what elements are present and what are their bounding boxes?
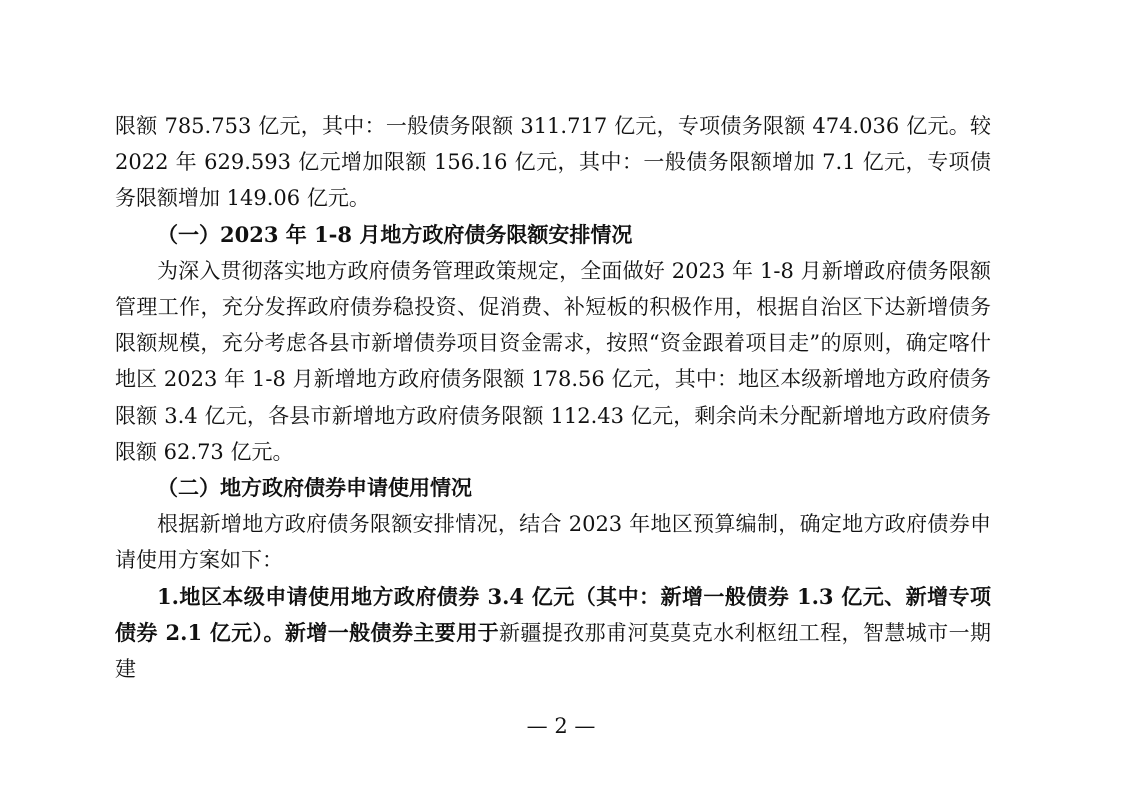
page-number: — 2 — — [526, 714, 596, 738]
paragraph-bold-lead: 1.地区本级申请使用地方政府债券 3.4 亿元（其中：新增一般债券 1.3 亿元、新增专项债券 2.1 亿元）。新增一般债券主要用于 — [115, 583, 991, 645]
paragraph-limit-arrangement: 为深入贯彻落实地方政府债务管理政策规定，全面做好 2023 年 1-8 月新增政府债务限额管理工作，充分发挥政府债券稳投资、促消费、补短板的积极作用，根据自治区下达新增债务限额规模，充分考虑各县市新增债券项目资金需求，按照“资金跟着项目走”的原则，确定喀什地区 2023 年 1-8 月新增地方政府债务限额 178.56 亿元，其中：地区本级新增地方政府债务限额 3.4 亿元，各县市新增地方政府债务限额 112.43 亿元，剩余尚未分配新增地方政府债务限额 62.73 亿元。 — [115, 258, 991, 464]
paragraph-continuation: 新疆提孜那甫河莫莫克水利枢纽工程，智慧城市一期建 — [115, 620, 992, 682]
section-heading-1: （一）2023 年 1-8 月地方政府债务限额安排情况 — [157, 221, 633, 247]
paragraph-bond-application: 根据新增地方政府债务限额安排情况，结合 2023 年地区预算编制，确定地方政府债券申请使用方案如下： — [115, 512, 991, 573]
paragraph-district-level-bonds — [115, 579, 991, 688]
paragraph-debt-limit-summary: 限额 785.753 亿元，其中：一般债务限额 311.717 亿元，专项债务限额 474.036 亿元。较 2022 年 629.593 亿元增加限额 156.16 亿元，其中：一般债务限额增加 7.1 亿元，专项债务限额增加 149.06 亿元。 — [115, 114, 991, 211]
document-body — [115, 108, 991, 687]
section-heading-2: （二）地方政府债券申请使用情况 — [157, 475, 472, 501]
